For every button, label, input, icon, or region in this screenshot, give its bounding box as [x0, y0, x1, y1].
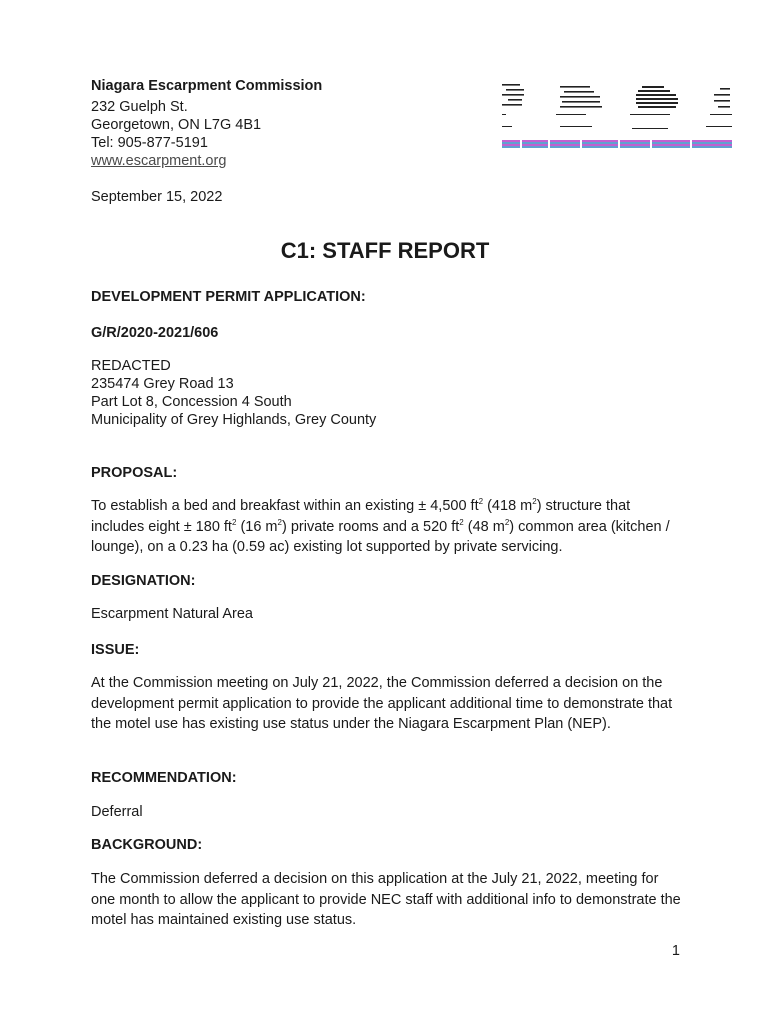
proposal-text-6: (48 m	[463, 518, 505, 535]
issue-text: At the Commission meeting on July 21, 2022, the Commission deferred a decision on the development permit application to provide the applicant additional time to demonstrate that the motel use has existing use status under the Niagara Escarpment Plan (NEP).	[91, 675, 673, 732]
issue-heading: ISSUE:	[91, 642, 140, 658]
file-number: G/R/2020-2021/606	[91, 325, 219, 341]
proposal-text-3: ) structure that includes eight ± 180 ft	[91, 498, 631, 535]
background-text: The Commission deferred a decision on this application at the July 21, 2022, meeting for one month to allow the applicant to provide NEC staff with additional info to demonstrate the motel has maintained existing use status.	[91, 871, 681, 928]
owner-name: REDACTED	[91, 358, 171, 374]
sup-1: 2	[478, 497, 484, 507]
sup-3: 2	[231, 517, 237, 527]
property-municipality: Municipality of Grey Highlands, Grey County	[91, 412, 377, 428]
recommendation-text: Deferral	[91, 804, 143, 820]
address-line1: 232 Guelph St.	[91, 99, 188, 115]
org-name: Niagara Escarpment Commission	[91, 78, 323, 94]
property-details	[91, 357, 681, 429]
proposal-text-7: ) common area (kitchen / lounge), on a 0.23 ha (0.59 ac) existing lot supported by private servicing.	[91, 518, 670, 555]
sup-6: 2	[504, 517, 510, 527]
page-number: 1	[671, 943, 680, 959]
property-lot: Part Lot 8, Concession 4 South	[91, 394, 292, 410]
proposal-text-5: ) private rooms and a 520 ft	[281, 518, 460, 535]
website-link[interactable]: www.escarpment.org	[91, 153, 227, 169]
report-title: C1: STAFF REPORT	[280, 238, 490, 263]
proposal-text-2: (418 m	[483, 498, 533, 514]
address-line2: Georgetown, ON L7G 4B1	[91, 117, 262, 133]
application-heading: DEVELOPMENT PERMIT APPLICATION:	[91, 289, 366, 305]
proposal-text-4: (16 m	[236, 518, 278, 535]
niagara-escarpment-logo-icon	[500, 80, 735, 160]
sup-2: 2	[532, 497, 537, 507]
proposal-heading: PROPOSAL:	[91, 465, 178, 481]
designation-text: Escarpment Natural Area	[91, 606, 253, 622]
designation-heading: DESIGNATION:	[91, 573, 196, 589]
proposal-text	[91, 496, 681, 558]
proposal-text-1: To establish a bed and breakfast within an existing ± 4,500 ft	[91, 498, 479, 514]
report-date: September 15, 2022	[91, 189, 223, 205]
sup-5: 2	[459, 517, 464, 527]
telephone: Tel: 905-877-5191	[91, 135, 208, 151]
background-heading: BACKGROUND:	[91, 837, 203, 853]
recommendation-heading: RECOMMENDATION:	[91, 770, 237, 786]
property-address: 235474 Grey Road 13	[91, 376, 234, 392]
sup-4: 2	[277, 517, 282, 527]
